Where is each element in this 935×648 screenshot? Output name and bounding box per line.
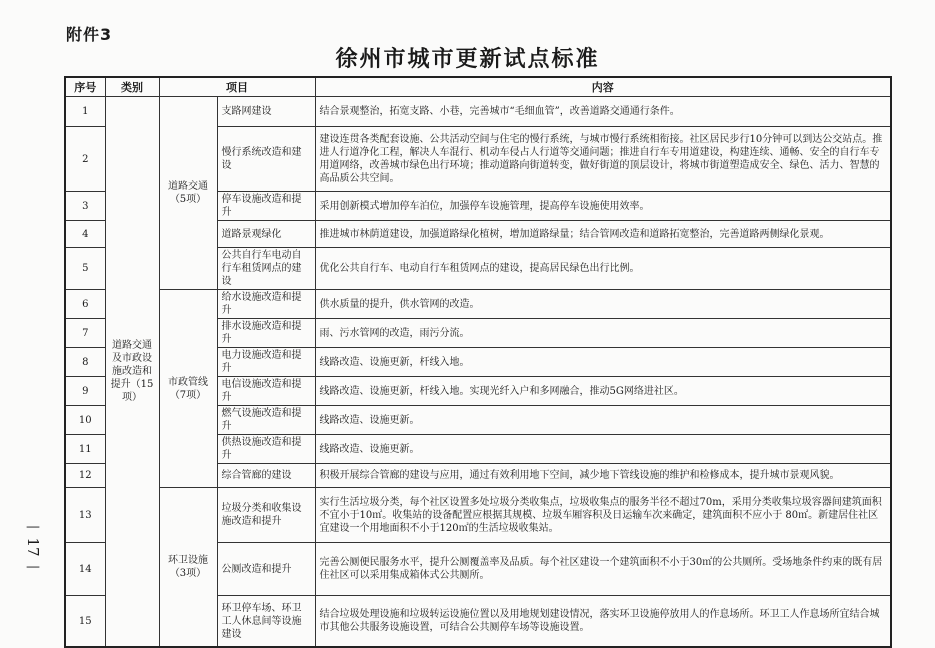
row-number: 5: [65, 248, 105, 290]
item-name: 环卫停车场、环卫工人休息间等设施建设: [217, 596, 315, 648]
row-number: 14: [65, 543, 105, 596]
category-main: 道路交通及市政设施改造和提升（15项）: [105, 97, 159, 648]
header-no: 序号: [65, 77, 105, 97]
row-number: 6: [65, 290, 105, 319]
subcategory-road: 道路交通（5项）: [159, 97, 217, 290]
attachment-label: 附件3: [66, 25, 113, 44]
item-name: 综合管廊的建设: [217, 464, 315, 488]
table-row: [65, 290, 891, 319]
item-content: 建设连贯各类配套设施、公共活动空间与住宅的慢行系统，与城市慢行系统相衔接。社区居民步行10分钟可以到达公交站点。推进人行道净化工程，解决人车混行、机动车侵占人行道等交通问题；推进自行车专用道建设，构建连续、通畅、安全的自行车专用道网络，改善城市绿色出行环境；推动道路向街道转变，做好街道的顶层设计，将城市街道塑造成安全、绿色、活力、智慧的高品质公共空间。: [315, 127, 891, 192]
item-name: 排水设施改造和提升: [217, 319, 315, 348]
item-content: 结合垃圾处理设施和垃圾转运设施位置以及用地规划建设情况，落实环卫设施停放用人的作息场所。环卫工人作息场所宜结合城市其他公共服务设施设置，可结合公共厕停车场等设施设置。: [315, 596, 891, 648]
item-content: 线路改造、设施更新，杆线入地。: [315, 348, 891, 377]
row-number: 7: [65, 319, 105, 348]
item-name: 停车设施改造和提升: [217, 192, 315, 221]
subcategory-sanitation: 环卫设施（3项）: [159, 488, 217, 648]
row-number: 15: [65, 596, 105, 648]
table-row: [65, 488, 891, 543]
item-name: 公厕改造和提升: [217, 543, 315, 596]
row-number: 8: [65, 348, 105, 377]
row-number: 9: [65, 377, 105, 406]
item-name: 道路景观绿化: [217, 221, 315, 248]
page-number-value: 17: [24, 537, 42, 557]
page-number: [22, 520, 44, 574]
item-content: 推进城市林荫道建设，加强道路绿化植树，增加道路绿量；结合管网改造和道路拓宽整治，完善道路两侧绿化景观。: [315, 221, 891, 248]
row-number: 13: [65, 488, 105, 543]
item-content: 完善公厕便民服务水平，提升公厕覆盖率及品质。每个社区建设一个建筑面积不小于30㎡的公共厕所。受场地条件约束的既有居住社区可以采用集成箱体式公共厕所。: [315, 543, 891, 596]
row-number: 11: [65, 435, 105, 464]
item-name: 垃圾分类和收集设施改造和提升: [217, 488, 315, 543]
item-content: 积极开展综合管廊的建设与应用，通过有效利用地下空间，减少地下管线设施的维护和检修成本，提升城市景观风貌。: [315, 464, 891, 488]
item-name: 供热设施改造和提升: [217, 435, 315, 464]
row-number: 2: [65, 127, 105, 192]
item-name: 燃气设施改造和提升: [217, 406, 315, 435]
item-name: 电信设施改造和提升: [217, 377, 315, 406]
subcategory-municipal: 市政管线（7项）: [159, 290, 217, 488]
item-content: 实行生活垃圾分类，每个社区设置多处垃圾分类收集点，垃圾收集点的服务半径不超过70m，采用分类收集垃圾容器间建筑面积不宜小于10㎡。收集站的设备配置应根据其规模、垃圾车厢容积及日运输车次来确定，建筑面积不应小于 80㎡。新建居住社区宜建设一个用地面积不小于120㎡的生活垃圾收集站。: [315, 488, 891, 543]
item-content: 采用创新模式增加停车泊位，加强停车设施管理，提高停车设施使用效率。: [315, 192, 891, 221]
item-content: 优化公共自行车、电动自行车租赁网点的建设，提高居民绿色出行比例。: [315, 248, 891, 290]
row-number: 1: [65, 97, 105, 127]
page-title: 徐州市城市更新试点标准: [335, 46, 600, 72]
item-name: 支路网建设: [217, 97, 315, 127]
row-number: 10: [65, 406, 105, 435]
page-number-dash-top: —: [26, 519, 40, 535]
header-item: 项目: [159, 77, 315, 97]
item-content: 线路改造、设施更新，杆线入地。实现光纤入户和多网融合，推动5G网络进社区。: [315, 377, 891, 406]
item-name: 电力设施改造和提升: [217, 348, 315, 377]
item-content: 结合景观整治，拓宽支路、小巷，完善城市“毛细血管”，改善道路交通通行条件。: [315, 97, 891, 127]
table-header-row: [65, 77, 891, 97]
item-name: 慢行系统改造和建设: [217, 127, 315, 192]
table-row: [65, 97, 891, 127]
item-content: 供水质量的提升，供水管网的改造。: [315, 290, 891, 319]
header-content: 内容: [315, 77, 891, 97]
standards-table: [64, 76, 892, 648]
header-category: 类别: [105, 77, 159, 97]
row-number: 12: [65, 464, 105, 488]
item-content: 线路改造、设施更新。: [315, 435, 891, 464]
row-number: 4: [65, 221, 105, 248]
item-content: 线路改造、设施更新。: [315, 406, 891, 435]
item-name: 给水设施改造和提升: [217, 290, 315, 319]
page-number-dash-bottom: —: [26, 559, 40, 575]
item-name: 公共自行车电动自行车租赁网点的建设: [217, 248, 315, 290]
row-number: 3: [65, 192, 105, 221]
item-content: 雨、污水管网的改造，雨污分流。: [315, 319, 891, 348]
